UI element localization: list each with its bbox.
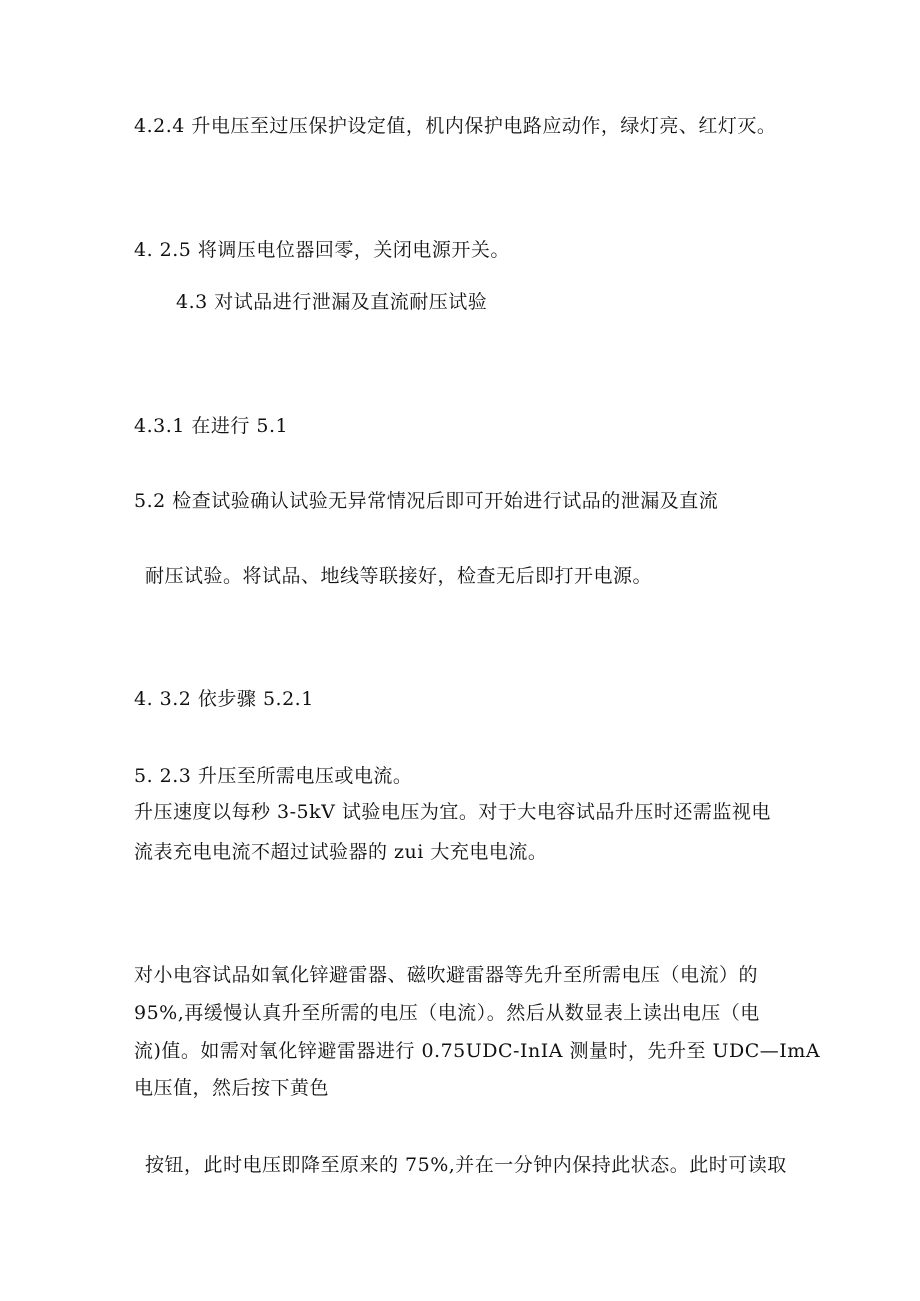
text-line: 5. 2.3 升压至所需电压或电流。 (134, 765, 413, 787)
text-line: 电压值，然后按下黄色 (134, 1077, 330, 1099)
text-line: 流表充电电流不超过试验器的 zui 大充电电流。 (134, 841, 548, 863)
text-line: 4. 3.2 依步骤 5.2.1 (134, 688, 314, 710)
text-line: 升压速度以每秒 3-5kV 试验电压为宜。对于大电容试品升压时还需监视电 (134, 801, 771, 823)
text-line: 4. 2.5 将调压电位器回零，关闭电源开关。 (134, 239, 510, 261)
text-line: 耐压试验。将试品、地线等联接好，检查无后即打开电源。 (145, 565, 653, 587)
text-line: 按钮，此时电压即降至原来的 75%,并在一分钟内保持此状态。此时可读取 (145, 1154, 787, 1176)
text-line: 流)值。如需对氧化锌避雷器进行 0.75UDC-InIA 测量时，先升至 UDC—ImA (134, 1040, 821, 1062)
text-line: 4.3.1 在进行 5.1 (134, 415, 289, 437)
text-line: 95%,再缓慢认真升至所需的电压（电流）。然后从数显表上读出电压（电 (134, 1002, 760, 1024)
section-heading: 4.3 对试品进行泄漏及直流耐压试验 (176, 291, 488, 313)
text-line: 对小电容试品如氧化锌避雷器、磁吹避雷器等先升至所需电压（电流）的 (134, 964, 759, 986)
text-line: 4.2.4 升电压至过压保护设定值，机内保护电路应动作，绿灯亮、红灯灭。 (134, 115, 777, 137)
text-line: 5.2 检查试验确认试验无异常情况后即可开始进行试品的泄漏及直流 (134, 490, 719, 512)
